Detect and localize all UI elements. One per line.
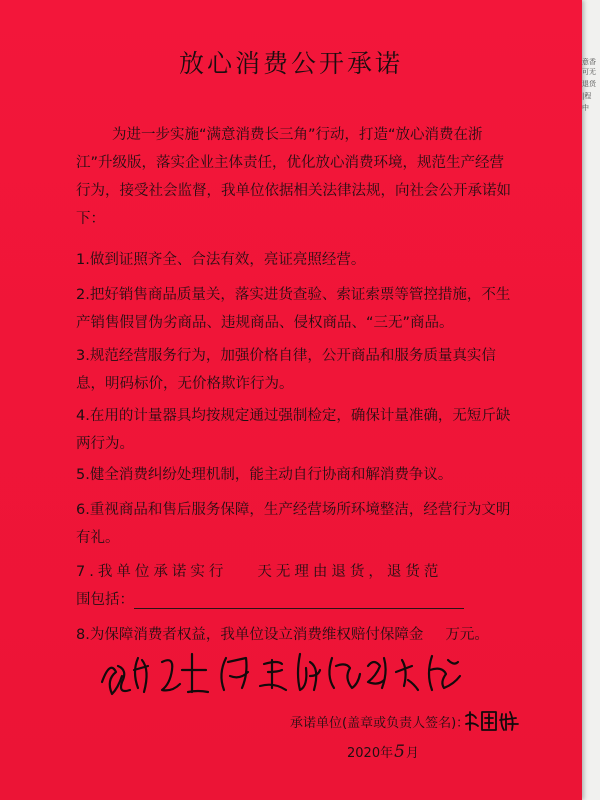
adjacent-paper-text: 意香 (582, 58, 596, 66)
date-year: 2020年 (347, 746, 394, 761)
pledge-item-7 (76, 558, 516, 614)
pledge-item-4: 4.在用的计量器具均按规定通过强制检定，确保计量准确，无短斤缺两行为。 (76, 408, 511, 452)
adjacent-paper-text: 中 (582, 104, 589, 112)
pledge-item-7-text-c: 围包括： (76, 592, 134, 608)
adjacent-paper-text: |程 (582, 92, 592, 100)
pledge-item-5: 5.健全消费纠纷处理机制，能主动自行协商和解消费争议。 (76, 467, 453, 483)
handwritten-signer-name (462, 708, 522, 734)
pledging-unit-label: 承诺单位(盖章或负责人签名)： (290, 716, 470, 731)
pledge-item-8-text-b: 万元。 (445, 627, 489, 643)
pledge-item-8-text-a: 8.为保障消费者权益，我单位设立消费维权赔付保障金 (76, 627, 424, 643)
pledge-item-6: 6.重视商品和售后服务保障，生产经营场所环境整洁，经营行为文明有礼。 (76, 502, 511, 546)
date-month-handwritten: 5 (394, 742, 405, 762)
intro-paragraph: 为进一步实施“满意消费长三角”行动，打造“放心消费在浙江”升级版，落实企业主体责任，优化放心消费环境，规范生产经营行为，接受社会监督，我单位依据相关法律法规，向社会公开承诺如下： (76, 127, 511, 227)
pledge-item-1: 1.做到证照齐全、合法有效，亮证亮照经营。 (76, 252, 366, 268)
handwritten-signer-drawing (462, 708, 522, 734)
pledge-item-3: 3.规范经营服务行为，加强价格自律，公开商品和服务质量真实信息，明码标价，无价格欺诈行为。 (76, 348, 496, 392)
return-scope-blank-line (134, 592, 464, 609)
handwritten-business-name-drawing (96, 640, 516, 710)
adjacent-paper-text: 可无 (582, 68, 596, 76)
document-title: 放心消费公开承诺 (178, 49, 403, 78)
adjacent-paper-text: 退货 (582, 80, 596, 88)
pledge-item-7-text-a: 7.我单位承诺实行 (76, 564, 228, 580)
pledge-item-7-text-b: 天无理由退货，退货范 (257, 564, 443, 580)
pledge-item-2: 2.把好销售商品质量关，落实进货查验、索证索票等管控措施，不生产销售假冒伪劣商品、违规商品、侵权商品、“三无”商品。 (76, 287, 511, 331)
pledge-date (347, 742, 419, 762)
handwritten-business-name (96, 640, 516, 710)
date-month-suffix: 月 (405, 746, 419, 761)
